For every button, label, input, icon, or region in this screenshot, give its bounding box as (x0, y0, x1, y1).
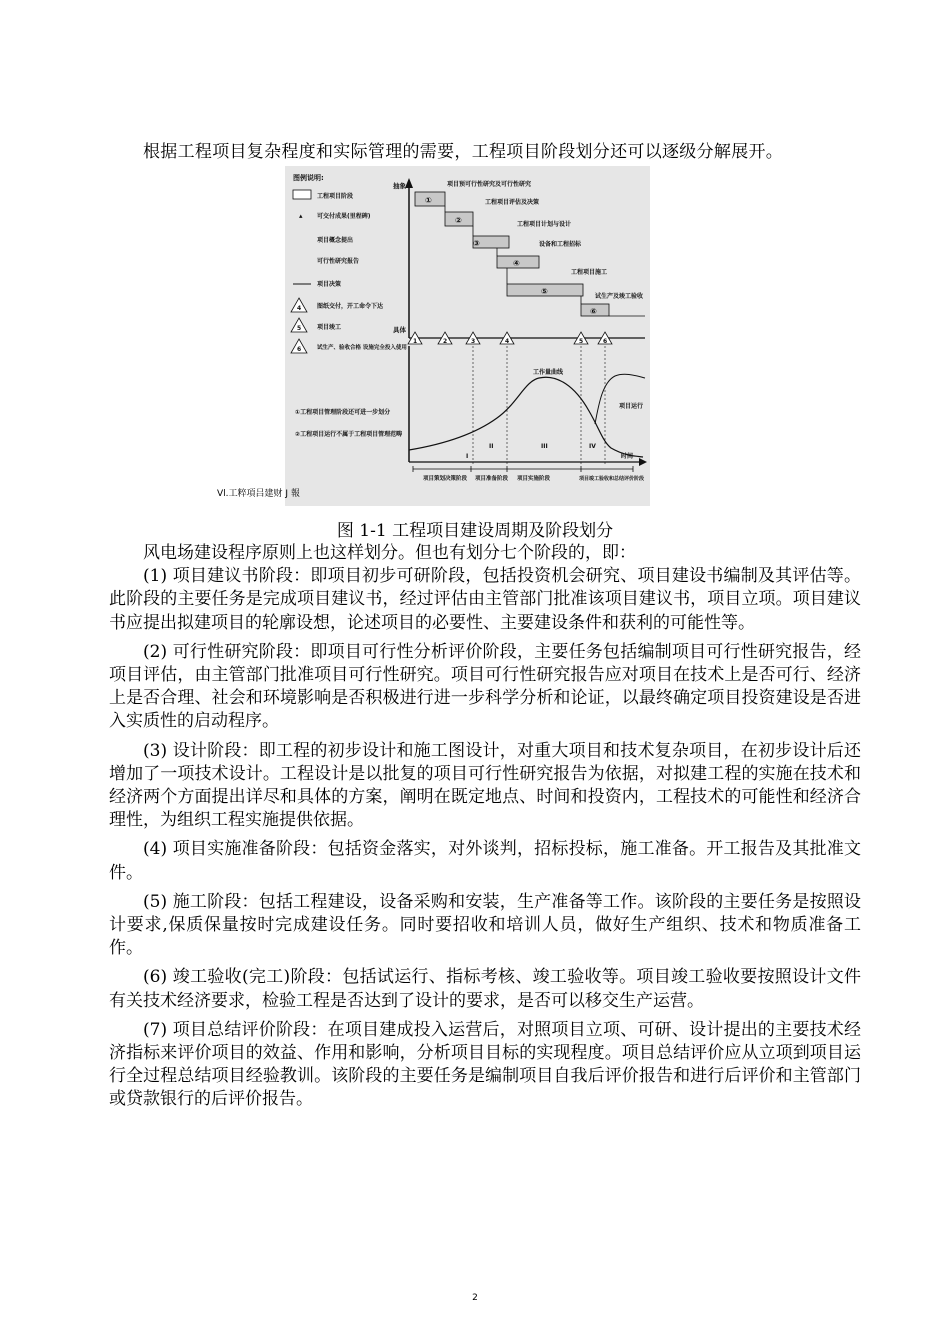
svg-text:4: 4 (297, 305, 302, 312)
time-axis-label: 时间 (621, 453, 634, 460)
phase-label: 项目竣工验收和总结评价阶段 (579, 476, 645, 482)
operation-label: 项目运行 (619, 403, 644, 410)
lead-paragraph: 风电场建设程序原则上也这样划分。但也有划分七个阶段的，即： (143, 543, 636, 563)
svg-text:1: 1 (413, 338, 418, 345)
axis-top-label: 抽象 (393, 182, 406, 190)
stage-number: ③ (473, 239, 480, 248)
legend-item: 项目概念提出 (317, 237, 354, 244)
paragraph: (5) 施工阶段：包括工程建设，设备采购和安装，生产准备等工作。该阶段的主要任务是按照设计要求,保质保量按时完成建设任务。同时要招收和培训人员，做好生产组织、技术和物质准备工作。 (109, 891, 861, 959)
stage-label: 试生产及竣工验收 (595, 293, 644, 300)
axis-bottom-label: 具体 (393, 326, 406, 334)
legend-title: 图例说明: (293, 174, 324, 182)
roman-label: III (541, 443, 548, 450)
stage-number: ② (455, 216, 462, 225)
svg-text:5: 5 (297, 325, 302, 332)
stage-number: ④ (513, 259, 520, 268)
figure-note: ①工程项目管理阶段还可进一步划分 (295, 409, 391, 416)
paragraph: (6) 竣工验收(完工)阶段：包括试运行、指标考核、竣工验收等。项目竣工验收要按照设计文件有关技术经济要求，检验工程是否达到了设计的要求，是否可以移交生产运营。 (109, 967, 861, 1011)
svg-text:5: 5 (579, 338, 584, 345)
stage-label: 设备和工程招标 (539, 241, 582, 248)
legend-milestone: 试生产、验收合格 设施完全投入使用 (317, 345, 407, 351)
paragraph: (4) 项目实施准备阶段：包括资金落实，对外谈判，招标投标，施工准备。开工报告及其批准文件。 (109, 839, 861, 883)
stage-number: ⑥ (590, 307, 597, 316)
svg-text:4: 4 (505, 338, 510, 345)
stage-label: 工程项目施工 (571, 269, 608, 276)
paragraph: (2) 可行性研究阶段：即项目可行性分析评价阶段，主要任务包括编制项目可行性研究报告，经项目评估，由主管部门批准项目可行性研究。项目可行性研究报告应对项目在技术上是否可行、经济上是否合理、社会和环境影响是否积极进行进一步科学分析和论证，以最终确定项目投资建设是否进入实质性的启动程序。 (109, 641, 861, 732)
intro-line: 根据工程项目复杂程度和实际管理的需要，工程项目阶段划分还可以逐级分解展开。 (143, 142, 784, 162)
figure-svg (285, 166, 650, 506)
paragraph: (3) 设计阶段：即工程的初步设计和施工图设计，对重大项目和技术复杂项目，在初步设计后还增加了一项技术设计。工程设计是以批复的项目可行性研究报告为依据，对拟建工程的实施在技术和经济两个方面提出详尽和具体的方案，阐明在既定地点、时间和投资内，工程技术的可能性和经济合理性，为组织工程实施提供依据。 (109, 740, 861, 831)
phase-label: 项目策划决策阶段 (423, 476, 468, 482)
legend-item: 可交付成果(里程碑) (317, 213, 371, 220)
phase-label: 项目准备阶段 (475, 476, 509, 482)
curve-label: 工作量曲线 (533, 369, 564, 376)
legend-stage-swatch (293, 190, 311, 199)
legend-milestone: 项目竣工 (317, 324, 342, 331)
stage-label: 工程项目计划与设计 (517, 221, 572, 228)
roman-label: I (466, 453, 469, 460)
figure-caption: 图 1-1 工程项目建设周期及阶段划分 (336, 521, 614, 541)
svg-text:6: 6 (603, 338, 608, 345)
legend-milestone: 图纸交付，开工命令下达 (317, 303, 384, 310)
legend-item: 工程项目阶段 (317, 193, 354, 200)
svg-text:6: 6 (297, 346, 302, 353)
project-phase-figure (285, 166, 650, 506)
stage-number: ⑤ (541, 287, 548, 296)
legend-item: 可行性研究报告 (317, 258, 360, 265)
figure-note: ②工程项目运行不属于工程项目管理范畴 (295, 431, 403, 438)
paragraph: (7) 项目总结评价阶段：在项目建成投入运营后，对照项目立项、可研、设计提出的主要技术经济指标来评价项目的效益、作用和影响，分析项目目标的实现程度。项目总结评价应从立项到项目运行全过程总结项目经验教训。该阶段的主要任务是编制项目自我后评价报告和进行后评价和主管部门或贷款银行的后评价报告。 (109, 1019, 861, 1110)
roman-label: II (489, 443, 494, 450)
body-text (109, 542, 861, 1118)
page-number: 2 (472, 1293, 478, 1303)
svg-text:▴: ▴ (299, 212, 303, 220)
figure-source-note: Vl.工粹項吕建财 J 報 (217, 489, 300, 499)
svg-text:2: 2 (443, 338, 448, 345)
stage-number: ① (425, 196, 432, 205)
legend-item: 项目决策 (317, 281, 342, 288)
stage-label: 项目预可行性研究及可行性研究 (447, 181, 532, 188)
roman-label: IV (589, 443, 596, 450)
phase-label: 项目实施阶段 (517, 476, 551, 482)
stage-label: 工程项目评估及决策 (485, 199, 540, 206)
svg-text:3: 3 (471, 338, 476, 345)
paragraph: (1) 项目建议书阶段：即项目初步可研阶段，包括投资机会研究、项目建设书编制及其评估等。此阶段的主要任务是完成项目建议书，经过评估由主管部门批准该项目建议书，项目立项。项目建议书应提出拟建项目的轮廓设想，论述项目的必要性、主要建设条件和获利的可能性等。 (109, 566, 861, 633)
